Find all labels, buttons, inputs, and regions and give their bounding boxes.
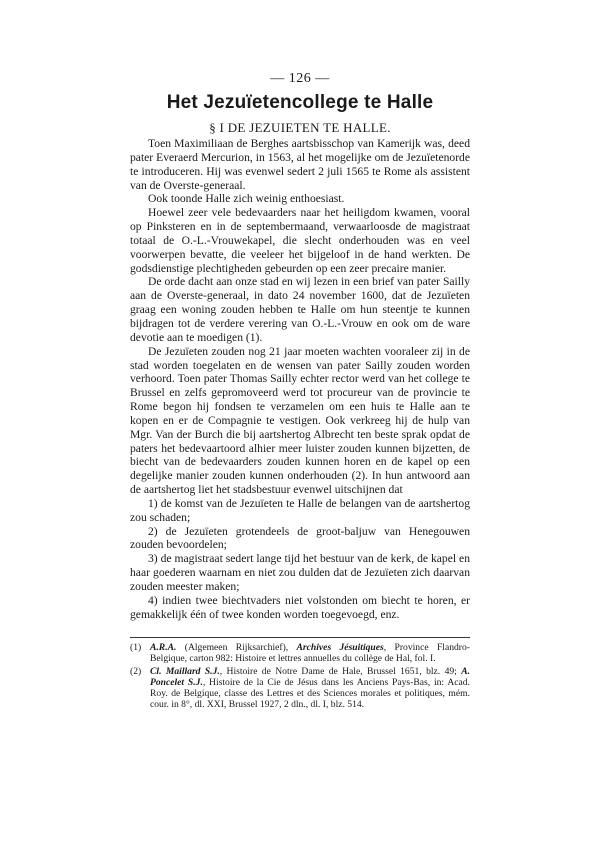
footnote-marker: (1) bbox=[130, 642, 142, 653]
footnotes bbox=[130, 642, 470, 712]
footnote-source: Archives Jésuitiques bbox=[296, 642, 384, 653]
paragraph: De Jezuïeten zouden nog 21 jaar moeten wachten vooraleer zij in de stad worden toegelaten en de wensen van pater Sailly zouden worden verhoord. Toen pater Thomas Sailly echter rector werd van het college te Brussel en zelfs gepromoveerd werd tot procureur van de provincie te Rome begon hij fondsen te verzamelen om een huis te Halle aan te kopen en er de Compagnie te vestigen. Ook verkreeg hij de hulp van Mgr. Van der Burch die bij aartshertog Albrecht ten beste sprak opdat de paters het bedevaartoord alhier meer luister zouden kunnen bijzetten, de biecht van de bedevaarders zouden kunnen horen en de kapel op een degelijke manier zouden kunnen onderhouden (2). In hun antwoord aan de aartshertog liet het stadsbestuur evenwel uitschijnen dat bbox=[130, 344, 470, 497]
page-title: Het Jezuïetencollege te Halle bbox=[166, 92, 434, 113]
section-heading: § I DE JEZUIETEN TE HALLE. bbox=[209, 120, 391, 135]
paragraph: Hoewel zeer vele bedevaarders naar het heiligdom kwamen, vooral op Pinksteren en in de septembermaand, verwaarloosde de magistraat totaal de O.-L.-Vrouwekapel, die slecht onderhouden was en veel voorwerpen bevatte, die veeleer het bijgeloof in de hand werkten. De godsdienstige plechtigheden gebeurden op een zeer precaire manier. bbox=[130, 206, 470, 275]
list-item: 3) de magistraat sedert lange tijd het bestuur van de kerk, de kapel en haar goederen waarnam en niet zou dulden dat de Jezuïeten zich daarvan zouden meester maken; bbox=[130, 552, 470, 593]
footnote-source: A.R.A. bbox=[150, 642, 177, 653]
footnote bbox=[130, 642, 470, 665]
list-item: 4) indien twee biechtvaders niet volstonden om biecht te horen, er gemakkelijk één of twee konden worden toegevoegd, enz. bbox=[130, 593, 470, 621]
footnote-text: , Histoire de Notre Dame de Hale, Brussel 1651, blz. 49; bbox=[219, 665, 462, 677]
paragraph: Ook toonde Halle zich weinig enthoesiast. bbox=[148, 192, 345, 206]
footnote-text: (Algemeen Rijksarchief), bbox=[176, 642, 297, 653]
footnote-text: , Province Flandro-Belgique, carton 982: Histoire et lettres annuelles du collège de Hal, fol. I. bbox=[150, 642, 470, 665]
footnote-divider bbox=[130, 637, 470, 638]
footnote-marker: (2) bbox=[130, 665, 142, 677]
page-number: — 126 — bbox=[270, 71, 330, 86]
footnote-source: Cl. Maillard S.J. bbox=[150, 665, 220, 677]
list-item: 2) de Jezuïeten grotendeels de groot-baljuw van Henegouwen zouden bevoordelen; bbox=[130, 524, 470, 552]
footnote-text: , Histoire de la Cie de Jésus dans les Anciens Pays-Bas, in: Acad. Roy. de Belgique, classe des Lettres et des Sciences morales et politiques, mém. cour. in 8°, dl. XXI, Brussel 1927, 2 dln., dl. I, blz. 514. bbox=[150, 676, 470, 711]
body-text bbox=[130, 137, 470, 622]
paragraph: Toen Maximiliaan de Berghes aartsbisschop van Kamerijk was, deed pater Everaerd Mercurion, in 1563, al het mogelijke om de Jezuïetenorde te introduceren. Hij was evenwel sedert 2 juli 1565 te Rome als assistent van de Overste-generaal. bbox=[130, 137, 470, 192]
list-item: 1) de komst van de Jezuïeten te Halle de belangen van de aartshertog zou schaden; bbox=[130, 496, 470, 524]
footnote bbox=[130, 666, 470, 711]
footnote-source: A. Poncelet S.J. bbox=[150, 665, 471, 688]
paragraph: De orde dacht aan onze stad en wij lezen in een brief van pater Sailly aan de Overste-generaal, in dato 24 november 1600, dat de Jezuïeten graag een woning zouden hebben te Halle om hun steentje te kunnen bijdragen tot de verdere verering van O.-L.-Vrouw en ook om de ware devotie aan te moedigen (1). bbox=[130, 275, 470, 344]
